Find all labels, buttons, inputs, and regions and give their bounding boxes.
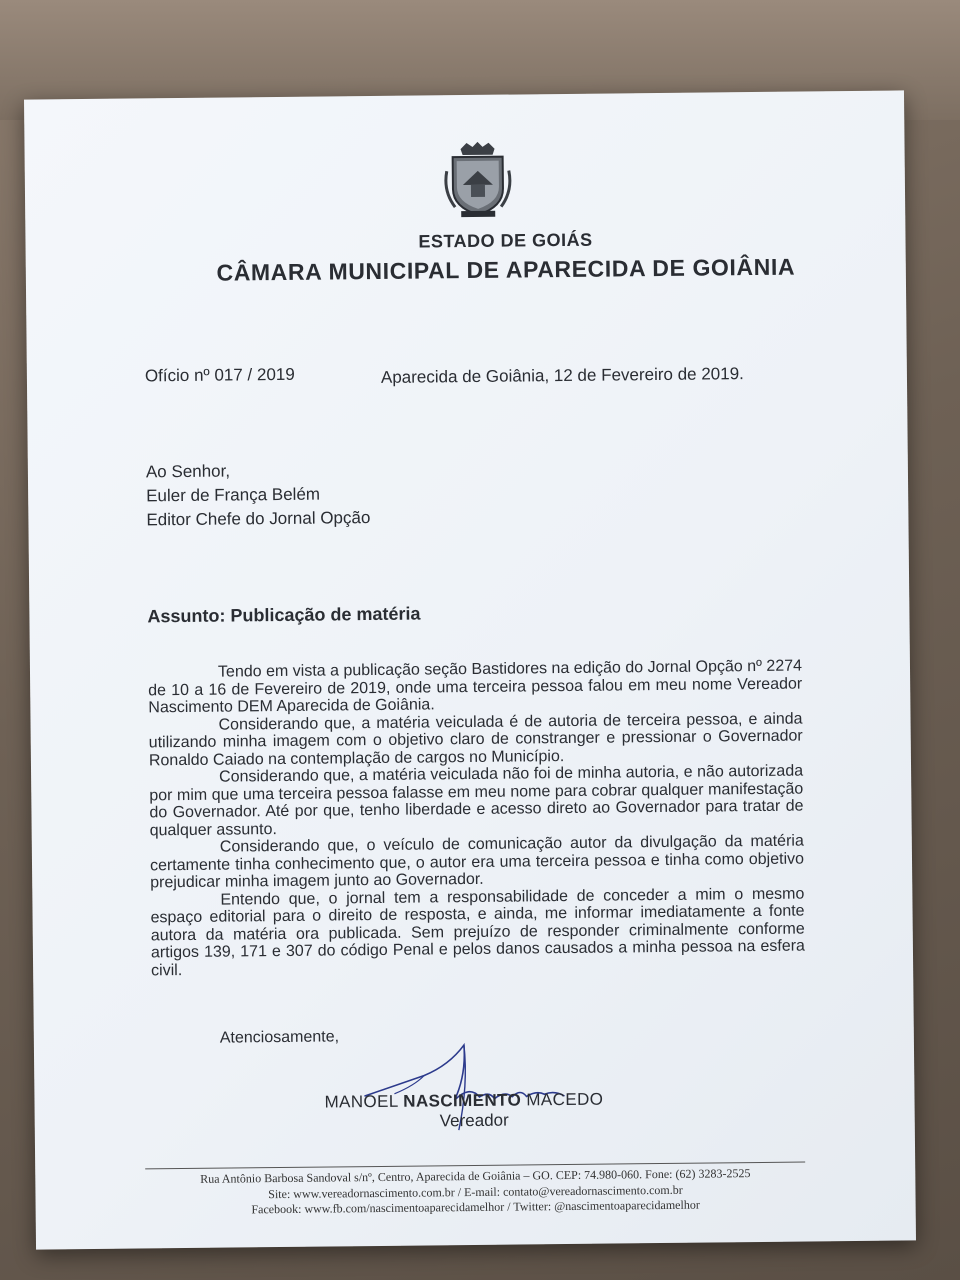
office-number: Ofício nº 017 / 2019 <box>144 364 295 386</box>
letterhead-footer <box>145 1166 805 1219</box>
place-date: Aparecida de Goiânia, 12 de Fevereiro de 2019. <box>380 364 744 387</box>
signatory-title: Vereador <box>439 1110 509 1131</box>
signatory-middle-name: NASCIMENTO <box>403 1090 522 1111</box>
coat-of-arms-icon <box>442 141 513 220</box>
signatory-first-name: MANOEL <box>324 1091 399 1112</box>
signatory-name <box>324 1090 603 1113</box>
body-paragraph: Considerando que, o veículo de comunicação autor da divulgação da matéria certamente tinha conhecimento que, o autor era uma terceira pessoa e tinha como objetivo prejudicar minha imagem junto ao Governador. <box>149 832 805 892</box>
letter-page <box>24 90 916 1249</box>
chamber-heading: CÂMARA MUNICIPAL DE APARECIDA DE GOIÂNIA <box>216 253 796 286</box>
addressee-role: Editor Chefe do Jornal Opção <box>146 508 371 530</box>
footer-social: Facebook: www.fb.com/nascimentoaparecidamelhor / Twitter: @nascimentoaparecidamelhor <box>251 1197 700 1217</box>
footer-address: Rua Antônio Barbosa Sandoval s/nº, Centro, Aparecida de Goiânia – GO. CEP: 74.980-060. Fone: (62) 3283-2525 <box>200 1166 751 1186</box>
addressee-block <box>146 460 371 530</box>
body-paragraph: Entendo que, o jornal tem a responsabilidade de conceder a mim o mesmo espaço editorial para o direito de resposta, e ainda, me informar imediatamente a fonte autora da matéria ora publicada. Sem prejuízo de responder criminalmente conforme artigos 139, 171 e 307 do código Penal e pelos danos causados a minha pessoa na esfera civil. <box>150 885 805 979</box>
body-paragraph: Considerando que, a matéria veiculada é de autoria de terceira pessoa, e ainda utilizando minha imagem com o objetivo claro de constranger e pressionar o Governador Ronaldo Caiado na contemplação de cargos no Município. <box>148 710 803 769</box>
subject-line: Assunto: Publicação de matéria <box>147 603 421 627</box>
footer-web-email: Site: www.vereadornascimento.com.br / E-mail: contato@vereadornascimento.com.br <box>268 1182 683 1201</box>
body-paragraph: Tendo em vista a publicação seção Bastidores na edição do Jornal Opção nº 2274 de 10 a 16 de Fevereiro de 2019, onde uma terceira pessoa falou em meu nome Vereador Nascimento DEM Aparecida de Goiânia. <box>148 657 803 717</box>
closing-salutation: Atenciosamente, <box>219 1028 340 1047</box>
state-heading: ESTADO DE GOIÁS <box>418 229 593 252</box>
addressee-name: Euler de França Belém <box>146 484 321 506</box>
letter-body <box>148 658 805 980</box>
signatory-last-name: MACEDO <box>526 1089 604 1110</box>
body-paragraph: Considerando que, a matéria veiculada não foi de minha autoria, e não autorizada por mim que uma terceira pessoa falasse em meu nome para cobrar qualquer manifestação do Governador. Até por que, tenho liberdade e acesso direto ao Governador para tratar de qualquer assunto. <box>149 762 804 839</box>
addressee-salutation: Ao Senhor, <box>145 461 231 482</box>
